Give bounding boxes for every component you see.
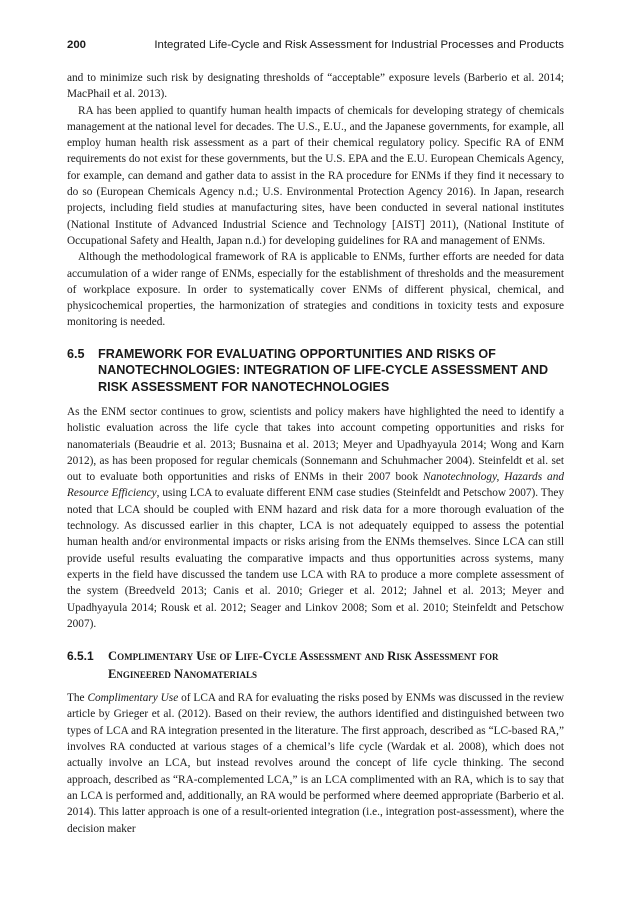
- paragraph: [67, 690, 564, 837]
- running-head: [67, 39, 564, 55]
- paragraph: and to minimize such risk by designating thresholds of “acceptable” exposure levels (Barberio et al. 2014; MacPhail et al. 2013).: [67, 72, 564, 101]
- section-heading: [67, 346, 564, 395]
- paragraph: [67, 404, 564, 632]
- paragraph-text: The: [67, 692, 88, 705]
- section-title: FRAMEWORK FOR EVALUATING OPPORTUNITIES AND RISKS OF NANOTECHNOLOGIES: INTEGRATION OF LIFE-CYCLE ASSESSMENT AND RISK ASSESSMENT FOR NANOTECHNOLOGIES: [98, 346, 549, 394]
- section-number: 6.5: [67, 346, 85, 361]
- subsection-number: 6.5.1: [67, 649, 94, 664]
- subsection-heading: [67, 647, 564, 683]
- paragraph: Although the methodological framework of RA is applicable to ENMs, further efforts are needed for data accumulation of a wider range of ENMs, especially for the establishment of thresholds and the measurement of workplace exposure. In order to systematically cover ENMs of different physical, chemical, and physicochemical properties, the harmonization of strategies and conditions in toxicity tests and exposure monitoring is needed.: [67, 251, 564, 329]
- body-text: [67, 70, 564, 837]
- subsection-title: Complimentary Use of Life-Cycle Assessment and Risk Assessment for Engineered Nanomaterials: [108, 649, 499, 682]
- paragraph-text: As the ENM sector continues to grow, scientists and policy makers have highlighted the need to identify a holistic evaluation across the life cycle that takes into account competing opportunities and risks for nanomaterials (Beaudrie et al. 2013; Busnaina et al. 2013; Meyer and Upadhyayula 2014; Wong and Karn 2012), as has been proposed for regular chemicals (Sonnemann and Schuhmacher 2004). Steinfeldt et al. set out to evaluate both opportunities and risks of ENMs in their 2007 book: [67, 405, 564, 484]
- paragraph-text: of LCA and RA for evaluating the risks posed by ENMs was discussed in the review article by Grieger et al. (2012). Based on their review, the authors identified and distinguished between two types of LCA and RA integration presented in the literature. The first approach, described as “LC-based RA,” involves RA conducted at various stages of a chemical’s life cycle (Wardak et al. 2008), which does not actually involve an LCA, but instead revolves around the concept of life cycle thinking. The second approach, described as “RA-complemented LCA,” is an LCA complimented with an RA, which is to say that an LCA is performed and, additionally, an RA would be performed where deemed appropriate (Barberio et al. 2014). This latter approach is one of a result-oriented integration (i.e., integration post-assessment), where the decision maker: [67, 692, 564, 835]
- paragraph: RA has been applied to quantify human health impacts of chemicals for developing strategy of chemicals management at the national level for decades. The U.S., E.U., and the Japanese governments, for example, all employ human health risk assessment as a part of their chemical regulatory policy. Specific RA of ENM requirements do not exist for these governments, but the U.S. EPA and the E.U. European Chemicals Agency, for example, can demand and gather data to assist in the RA procedure for ENMs if they find it necessary to do so (European Chemicals Agency n.d.; U.S. Environmental Protection Agency 2016). In Japan, research projects, including field studies at manufacturing sites, have been conducted in several national institutes (National Institute of Advanced Industrial Science and Technology [AIST] 2011), (National Institute of Occupational Safety and Health, Japan n.d.) for developing guidelines for RA and management of ENMs.: [67, 104, 564, 247]
- book-title-italic: Nanotechnology, Hazards and Resource Efficiency: [67, 471, 564, 500]
- book-title: Integrated Life-Cycle and Risk Assessment for Industrial Processes and Products: [154, 39, 564, 51]
- page-number: 200: [67, 39, 87, 51]
- paragraph-text: , using LCA to evaluate different ENM case studies (Steinfeldt and Petschow 2007). They noted that LCA should be coupled with ENM hazard and risk data for a more thorough evaluation of the technology. As discussed earlier in this chapter, LCA is not adequately equipped to assess the potential human health and/or environmental impacts or risks arising from the ENMs themselves. Since LCA can still provide useful results evaluating the comparative impacts and thus opportunities across systems, many experts in the field have discussed the tandem use LCA with RA to produce a more complete assessment of the system (Breedveld 2013; Canis et al. 2010; Grieger et al. 2012; Jahnel et al. 2013; Meyer and Upadhyayula 2014; Rousk et al. 2012; Seager and Linkov 2008; Som et al. 2010; Steinfeldt and Petschow 2007).: [67, 487, 564, 630]
- italic-term: Complimentary Use: [87, 692, 179, 705]
